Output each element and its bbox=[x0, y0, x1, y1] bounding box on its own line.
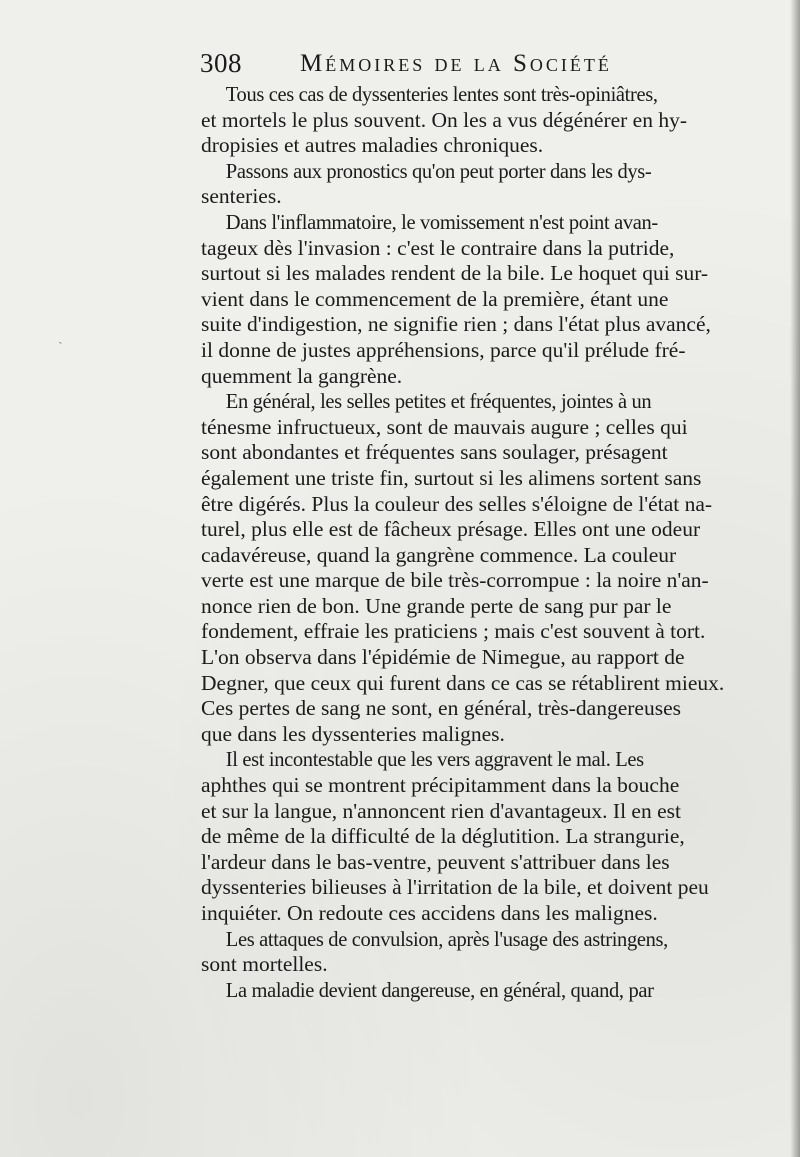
page-edge-shadow bbox=[790, 0, 800, 1157]
text-line: de même de la difficulté de la déglutition. La strangurie, bbox=[201, 824, 685, 849]
text-line: sont abondantes et fréquentes sans soulager, présagent bbox=[201, 440, 668, 465]
text-line: et mortels le plus souvent. On les a vus dégénérer en hy- bbox=[201, 107, 688, 132]
running-head: Mémoires de la Société bbox=[300, 50, 612, 77]
text-line: suite d'indigestion, ne signifie rien ; dans l'état plus avancé, bbox=[201, 312, 711, 337]
page-number: 308 bbox=[200, 48, 242, 78]
text-line: En général, les selles petites et fréquentes, jointes à un bbox=[225, 389, 652, 414]
text-line: Il est incontestable que les vers aggravent le mal. Les bbox=[225, 747, 644, 772]
text-line: Degner, que ceux qui furent dans ce cas se rétablirent mieux. bbox=[201, 670, 725, 695]
text-line: l'ardeur dans le bas-ventre, peuvent s'attribuer dans les bbox=[201, 849, 670, 874]
text-line: cadavéreuse, quand la gangrène commence. La couleur bbox=[201, 542, 677, 567]
text-line: inquiéter. On redoute ces accidens dans les malignes. bbox=[201, 901, 658, 925]
text-line: Ces pertes de sang ne sont, en général, très-dangereuses bbox=[201, 696, 681, 721]
text-line: turel, plus elle est de fâcheux présage. Elles ont une odeur bbox=[201, 517, 701, 542]
text-line: fondement, effraie les praticiens ; mais c'est souvent à tort. bbox=[201, 619, 706, 644]
text-line: tageux dès l'invasion : c'est le contraire dans la putride, bbox=[201, 235, 675, 260]
text-line: et sur la langue, n'annoncent rien d'avantageux. Il en est bbox=[201, 798, 681, 823]
margin-mark: ˎ bbox=[58, 330, 63, 345]
text-line: ténesme infructueux, sont de mauvais augure ; celles qui bbox=[201, 414, 688, 439]
text-line: dropisies et autres maladies chroniques. bbox=[201, 133, 544, 158]
text-line: verte est une marque de bile très-corrompue : la noire n'an- bbox=[201, 568, 709, 593]
text-line: quemment la gangrène. bbox=[201, 363, 403, 388]
text-line: il donne de justes appréhensions, parce qu'il prélude fré- bbox=[201, 337, 686, 362]
text-line: Les attaques de convulsion, après l'usage des astringens, bbox=[225, 926, 668, 951]
text-line: que dans les dyssenteries malignes. bbox=[201, 721, 505, 746]
text-line: Tous ces cas de dyssenteries lentes sont très-opiniâtres, bbox=[225, 82, 658, 106]
text-line: nonce rien de bon. Une grande perte de sang pur par le bbox=[201, 593, 672, 618]
body-text bbox=[201, 82, 766, 1003]
text-line: surtout si les malades rendent de la bile. Le hoquet qui sur- bbox=[201, 261, 709, 286]
text-line: aphthes qui se montrent précipitamment dans la bouche bbox=[201, 773, 680, 798]
text-line: La maladie devient dangereuse, en général, quand, par bbox=[225, 977, 654, 1002]
text-line: également une triste fin, surtout si les alimens sortent sans bbox=[201, 465, 702, 490]
text-line: senteries. bbox=[201, 184, 282, 209]
text-line: sont mortelles. bbox=[201, 952, 328, 977]
text-line: Passons aux pronostics qu'on peut porter dans les dys- bbox=[225, 158, 652, 183]
text-line: être digérés. Plus la couleur des selles s'éloigne de l'état na- bbox=[201, 491, 713, 516]
text-line: vient dans le commencement de la première, étant une bbox=[201, 286, 669, 311]
text-line: dyssenteries bilieuses à l'irritation de la bile, et doivent peu bbox=[201, 875, 709, 900]
text-line: Dans l'inflammatoire, le vomissement n'est point avan- bbox=[225, 209, 658, 234]
text-line: L'on observa dans l'épidémie de Nimegue, au rapport de bbox=[201, 645, 685, 670]
